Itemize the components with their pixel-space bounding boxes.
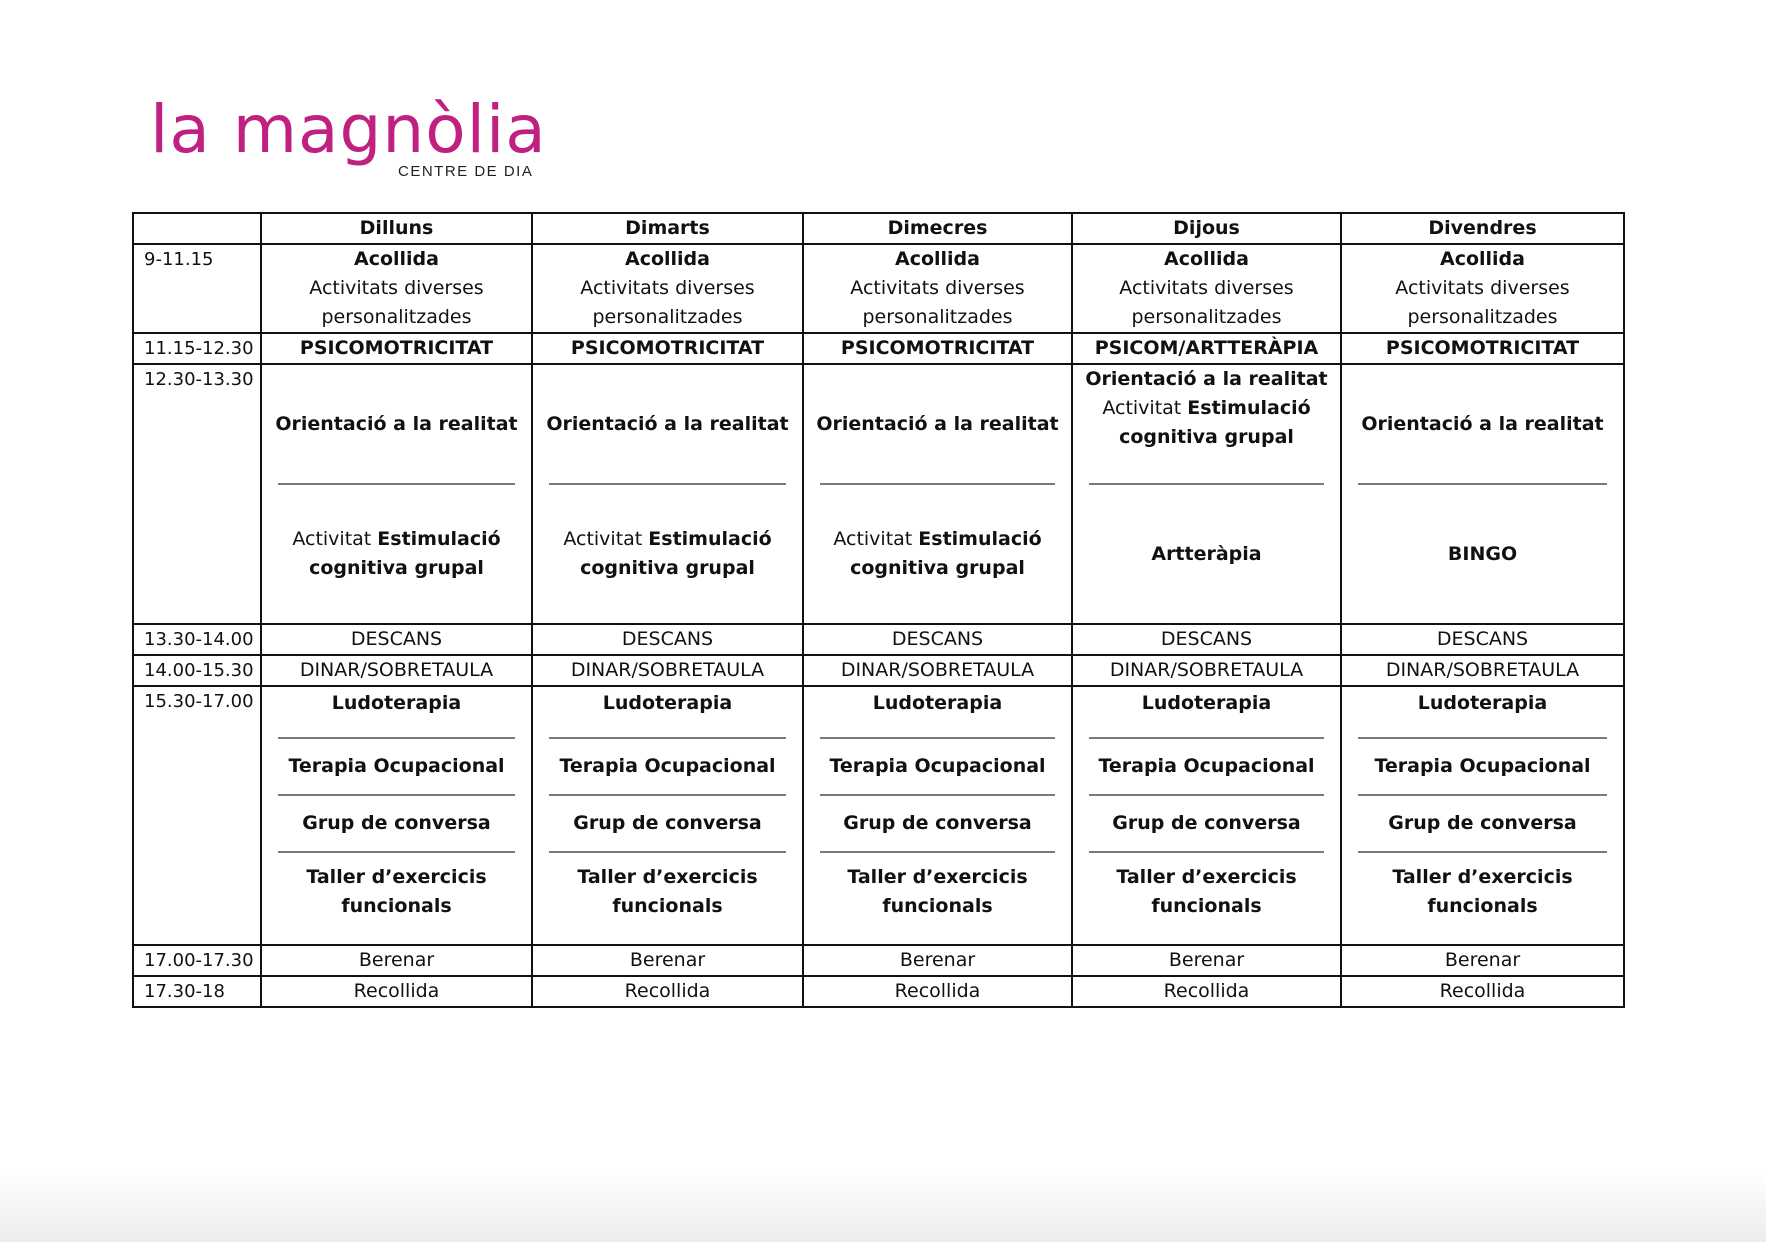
activity-title: Terapia Ocupacional [559,755,776,777]
schedule-cell: Berenar [261,945,532,976]
activity-title: Acollida [354,248,439,270]
schedule-cell: PSICOM/ARTTERÀPIA [1072,333,1341,364]
activity-title: BINGO [1447,542,1518,565]
activity-title: Orientació a la realitat [546,412,789,435]
activity-title: Taller d’exercicis funcionals [847,866,1028,917]
activity-title: Terapia Ocupacional [829,755,1046,777]
activity-line: Activitats diverses [580,277,755,299]
table-row [133,976,1624,1007]
activity-line: cognitiva grupal [850,557,1025,579]
logo-title: la magnòlia [150,91,547,168]
table-row [133,686,1624,945]
table-row [133,333,1624,364]
time-slot: 17.00-17.30 [133,945,261,976]
activity-line: cognitiva grupal [1119,426,1294,448]
table-row [133,244,1624,333]
schedule-cell [532,686,803,945]
schedule-cell: DESCANS [803,624,1072,655]
time-slot: 11.15-12.30 [133,333,261,364]
table-row [133,624,1624,655]
activity-title: Taller d’exercicis funcionals [1392,866,1573,917]
table-row [133,945,1624,976]
schedule-cell: DINAR/SOBRETAULA [1341,655,1624,686]
activity-line: Activitats diverses [850,277,1025,299]
schedule-cell: PSICOMOTRICITAT [261,333,532,364]
activity-title: Ludoterapia [602,692,733,714]
activity-line: Activitat Estimulació [833,528,1042,550]
schedule-cell: DESCANS [1072,624,1341,655]
time-slot: 9-11.15 [133,244,261,333]
activity-line: cognitiva grupal [309,557,484,579]
activity-line: cognitiva grupal [580,557,755,579]
activity-line: Activitats diverses [1395,277,1570,299]
page-bottom-shadow [0,1172,1766,1242]
schedule-cell: DESCANS [1341,624,1624,655]
activity-line: Activitat Estimulació [1102,397,1311,419]
activity-line: Activitats diverses [309,277,484,299]
logo [150,91,570,188]
activity-title: Terapia Ocupacional [1098,755,1315,777]
schedule-cell [803,244,1072,333]
schedule-cell [261,686,532,945]
weekly-schedule-table [132,212,1625,1008]
day-header: Dimarts [532,213,803,244]
schedule-cell: Berenar [803,945,1072,976]
schedule-cell: PSICOMOTRICITAT [803,333,1072,364]
schedule-cell: PSICOMOTRICITAT [532,333,803,364]
table-row [133,364,1624,624]
activity-title: Orientació a la realitat [1085,368,1328,390]
activity-line: Activitats diverses [1119,277,1294,299]
schedule-cell: Recollida [1072,976,1341,1007]
schedule-cell: DINAR/SOBRETAULA [803,655,1072,686]
day-header: Dilluns [261,213,532,244]
schedule-cell [1341,244,1624,333]
activity-title: Ludoterapia [1141,692,1272,714]
schedule-cell: DESCANS [261,624,532,655]
schedule-cell: Recollida [261,976,532,1007]
schedule-cell: Berenar [1341,945,1624,976]
activity-title: Grup de conversa [843,812,1032,834]
schedule-cell: DESCANS [532,624,803,655]
time-slot: 15.30-17.00 [133,686,261,945]
activity-title: Ludoterapia [1417,692,1548,714]
table-row [133,655,1624,686]
activity-title: Acollida [1440,248,1525,270]
activity-title: Terapia Ocupacional [288,755,505,777]
schedule-cell [1072,244,1341,333]
day-header: Divendres [1341,213,1624,244]
activity-title: Artteràpia [1151,542,1262,565]
activity-title: Orientació a la realitat [1361,412,1604,435]
time-slot: 12.30-13.30 [133,364,261,624]
activity-title: Grup de conversa [573,812,762,834]
activity-title: Taller d’exercicis funcionals [577,866,758,917]
activity-title: Ludoterapia [331,692,462,714]
schedule-cell [1072,686,1341,945]
activity-line: personalitzades [862,306,1013,328]
day-header: Dijous [1072,213,1341,244]
schedule-cell: Recollida [1341,976,1624,1007]
activity-title: Orientació a la realitat [275,412,518,435]
activity-title: Acollida [625,248,710,270]
activity-line: personalitzades [592,306,743,328]
time-slot: 14.00-15.30 [133,655,261,686]
header-row [133,213,1624,244]
activity-title: Taller d’exercicis funcionals [1116,866,1297,917]
logo-subtitle: CENTRE DE DIA [398,163,534,180]
activity-title: Terapia Ocupacional [1374,755,1591,777]
corner-cell [133,213,261,244]
schedule-cell [532,244,803,333]
schedule-cell [1072,364,1341,624]
activity-line: Activitat Estimulació [292,528,501,550]
schedule-cell: Berenar [1072,945,1341,976]
schedule-cell [803,364,1072,624]
activity-line: personalitzades [1407,306,1558,328]
activity-title: Orientació a la realitat [816,412,1059,435]
schedule-cell: DINAR/SOBRETAULA [532,655,803,686]
time-slot: 13.30-14.00 [133,624,261,655]
schedule-cell: Recollida [803,976,1072,1007]
schedule-cell: DINAR/SOBRETAULA [261,655,532,686]
schedule-cell [803,686,1072,945]
activity-title: Acollida [895,248,980,270]
activity-title: Ludoterapia [872,692,1003,714]
schedule-cell: PSICOMOTRICITAT [1341,333,1624,364]
day-header: Dimecres [803,213,1072,244]
activity-line: personalitzades [321,306,472,328]
activity-title: Acollida [1164,248,1249,270]
activity-title: Grup de conversa [1112,812,1301,834]
activity-line: personalitzades [1131,306,1282,328]
schedule-cell [261,244,532,333]
schedule-cell [1341,686,1624,945]
schedule-cell: Recollida [532,976,803,1007]
activity-line: Activitat Estimulació [563,528,772,550]
time-slot: 17.30-18 [133,976,261,1007]
schedule-cell [532,364,803,624]
schedule-cell [261,364,532,624]
activity-title: Grup de conversa [302,812,491,834]
activity-title: Grup de conversa [1388,812,1577,834]
schedule-cell: Berenar [532,945,803,976]
schedule-cell: DINAR/SOBRETAULA [1072,655,1341,686]
schedule-cell [1341,364,1624,624]
activity-title: Taller d’exercicis funcionals [306,866,487,917]
